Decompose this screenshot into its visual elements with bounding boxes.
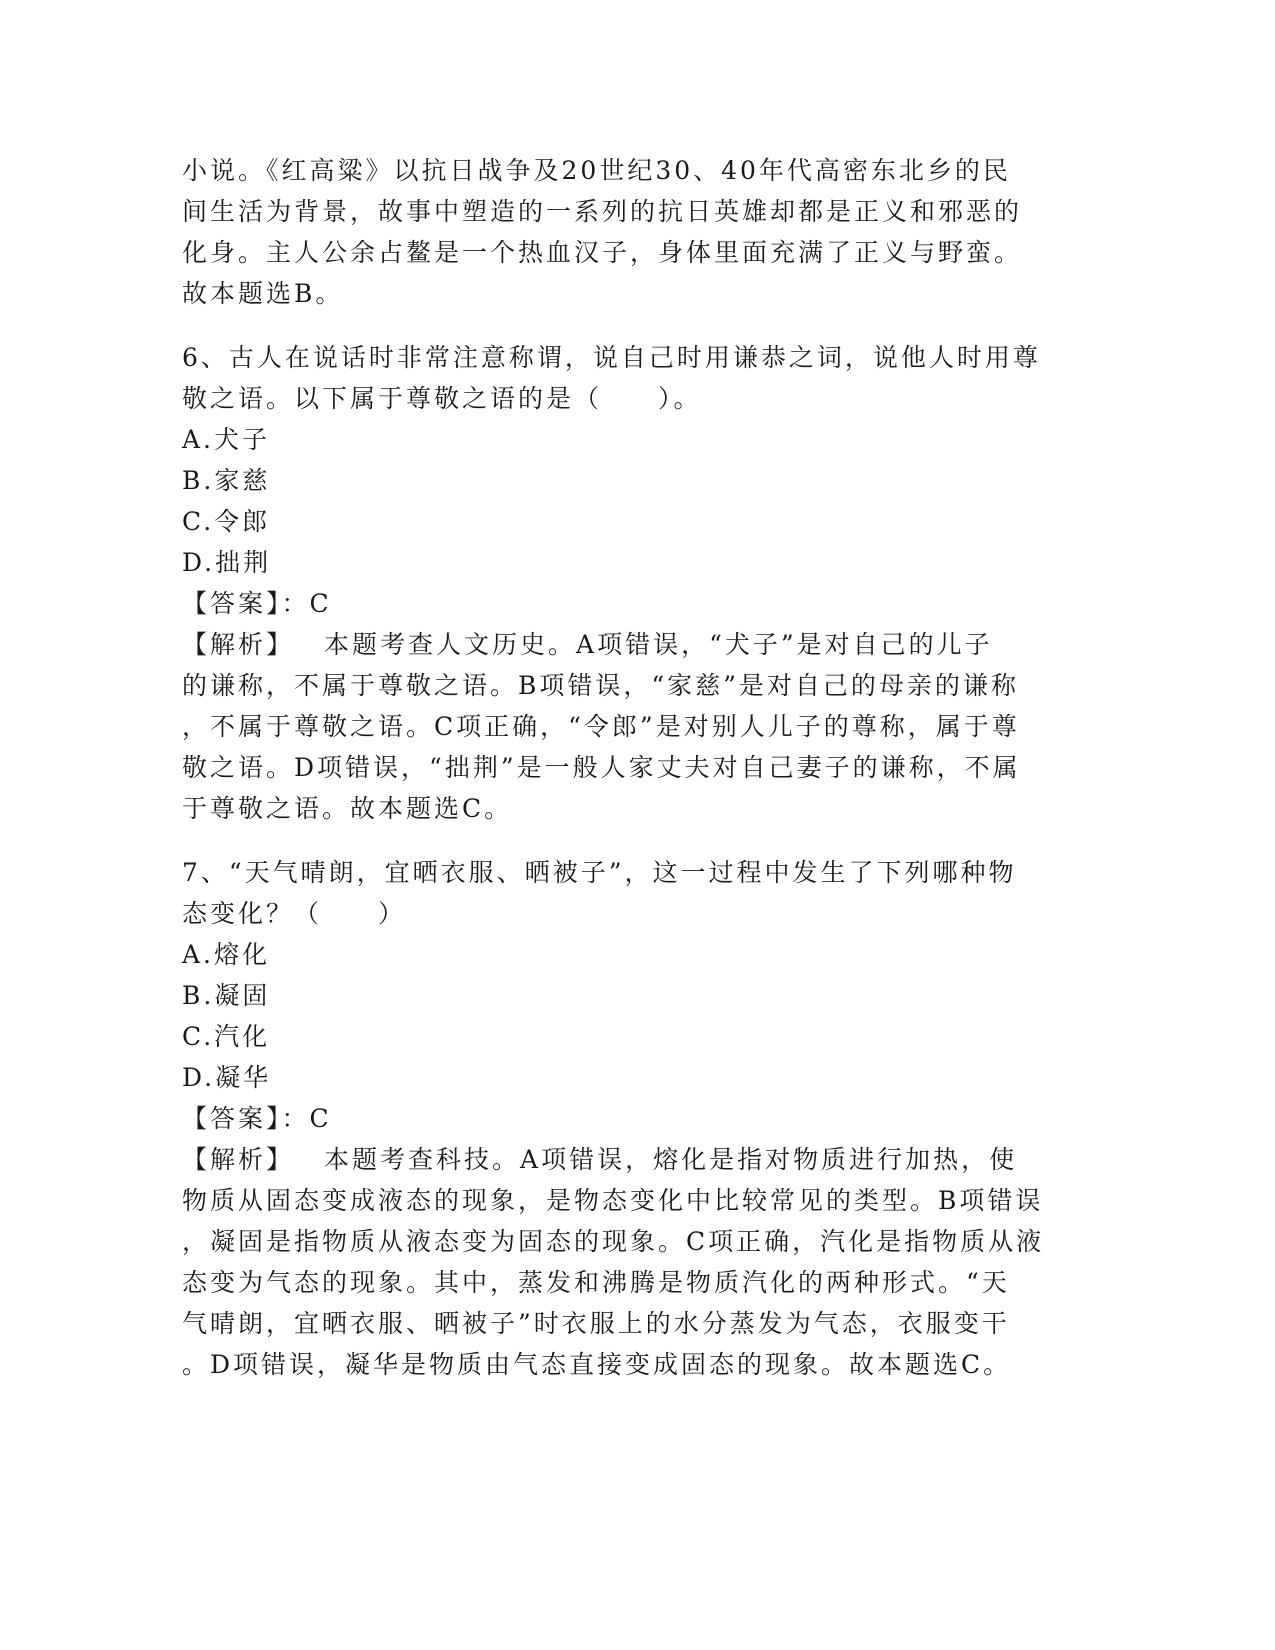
text-line: 间生活为背景，故事中塑造的一系列的抗日英雄却都是正义和邪恶的 xyxy=(182,197,1023,226)
analysis-first-line xyxy=(182,1139,1062,1180)
analysis-text: 本题考查人文历史。A项错误，“犬子”是对自己的儿子 xyxy=(324,630,993,659)
text-line: 小说。《红高粱》以抗日战争及20世纪30、40年代高密东北乡的民 xyxy=(182,156,1011,185)
question-stem: 敬之语。以下属于尊敬之语的是（ ）。 xyxy=(182,384,702,413)
text-line: 故本题选B。 xyxy=(182,279,344,308)
analysis-line: 敬之语。D项错误，“拙荆”是一般人家丈夫对自己妻子的谦称，不属 xyxy=(182,753,1021,782)
answer-line: 【答案】：C xyxy=(182,589,332,618)
analysis-line: ，不属于尊敬之语。C项正确，“令郎”是对别人儿子的尊称，属于尊 xyxy=(182,712,1020,741)
analysis-label: 【解析】 xyxy=(182,630,295,659)
question-6 xyxy=(182,337,1062,829)
analysis-line: 于尊敬之语。故本题选C。 xyxy=(182,794,513,823)
analysis-line: 。D项错误，凝华是物质由气态直接变成固态的现象。故本题选C。 xyxy=(182,1350,1012,1379)
spacer xyxy=(182,314,1062,337)
option-a: A.犬子 xyxy=(182,425,271,454)
text-line: 化身。主人公余占鳌是一个热血汉子，身体里面充满了正义与野蛮。 xyxy=(182,238,1023,267)
option-b: B.凝固 xyxy=(182,981,271,1010)
option-b: B.家慈 xyxy=(182,466,271,495)
analysis-line: 的谦称，不属于尊敬之语。B项错误，“家慈”是对自己的母亲的谦称 xyxy=(182,671,1019,700)
analysis-line: 态变为气态的现象。其中，蒸发和沸腾是物质汽化的两种形式。“天 xyxy=(182,1268,1010,1297)
option-a: A.熔化 xyxy=(182,940,271,969)
analysis-label: 【解析】 xyxy=(182,1145,295,1174)
question-7 xyxy=(182,852,1062,1385)
answer-line: 【答案】：C xyxy=(182,1104,332,1133)
intro-paragraph xyxy=(182,150,1062,314)
document-page xyxy=(182,150,1062,1385)
spacer xyxy=(182,829,1062,852)
option-d: D.凝华 xyxy=(182,1063,272,1092)
analysis-line: 气晴朗，宜晒衣服、晒被子”时衣服上的水分蒸发为气态，衣服变干 xyxy=(182,1309,1010,1338)
option-c: C.令郎 xyxy=(182,507,271,536)
analysis-line: 物质从固态变成液态的现象，是物态变化中比较常见的类型。B项错误 xyxy=(182,1186,1044,1215)
option-c: C.汽化 xyxy=(182,1022,271,1051)
option-d: D.拙荆 xyxy=(182,548,272,577)
analysis-text: 本题考查科技。A项错误，熔化是指对物质进行加热，使 xyxy=(324,1145,1018,1174)
analysis-first-line xyxy=(182,624,1062,665)
question-stem: 态变化？（ ） xyxy=(182,899,407,928)
question-stem: 6、古人在说话时非常注意称谓，说自己时用谦恭之词，说他人时用尊 xyxy=(182,343,1041,372)
question-stem: 7、“天气晴朗，宜晒衣服、晒被子”，这一过程中发生了下列哪种物 xyxy=(182,858,1017,887)
analysis-line: ，凝固是指物质从液态变为固态的现象。C项正确，汽化是指物质从液 xyxy=(182,1227,1045,1256)
